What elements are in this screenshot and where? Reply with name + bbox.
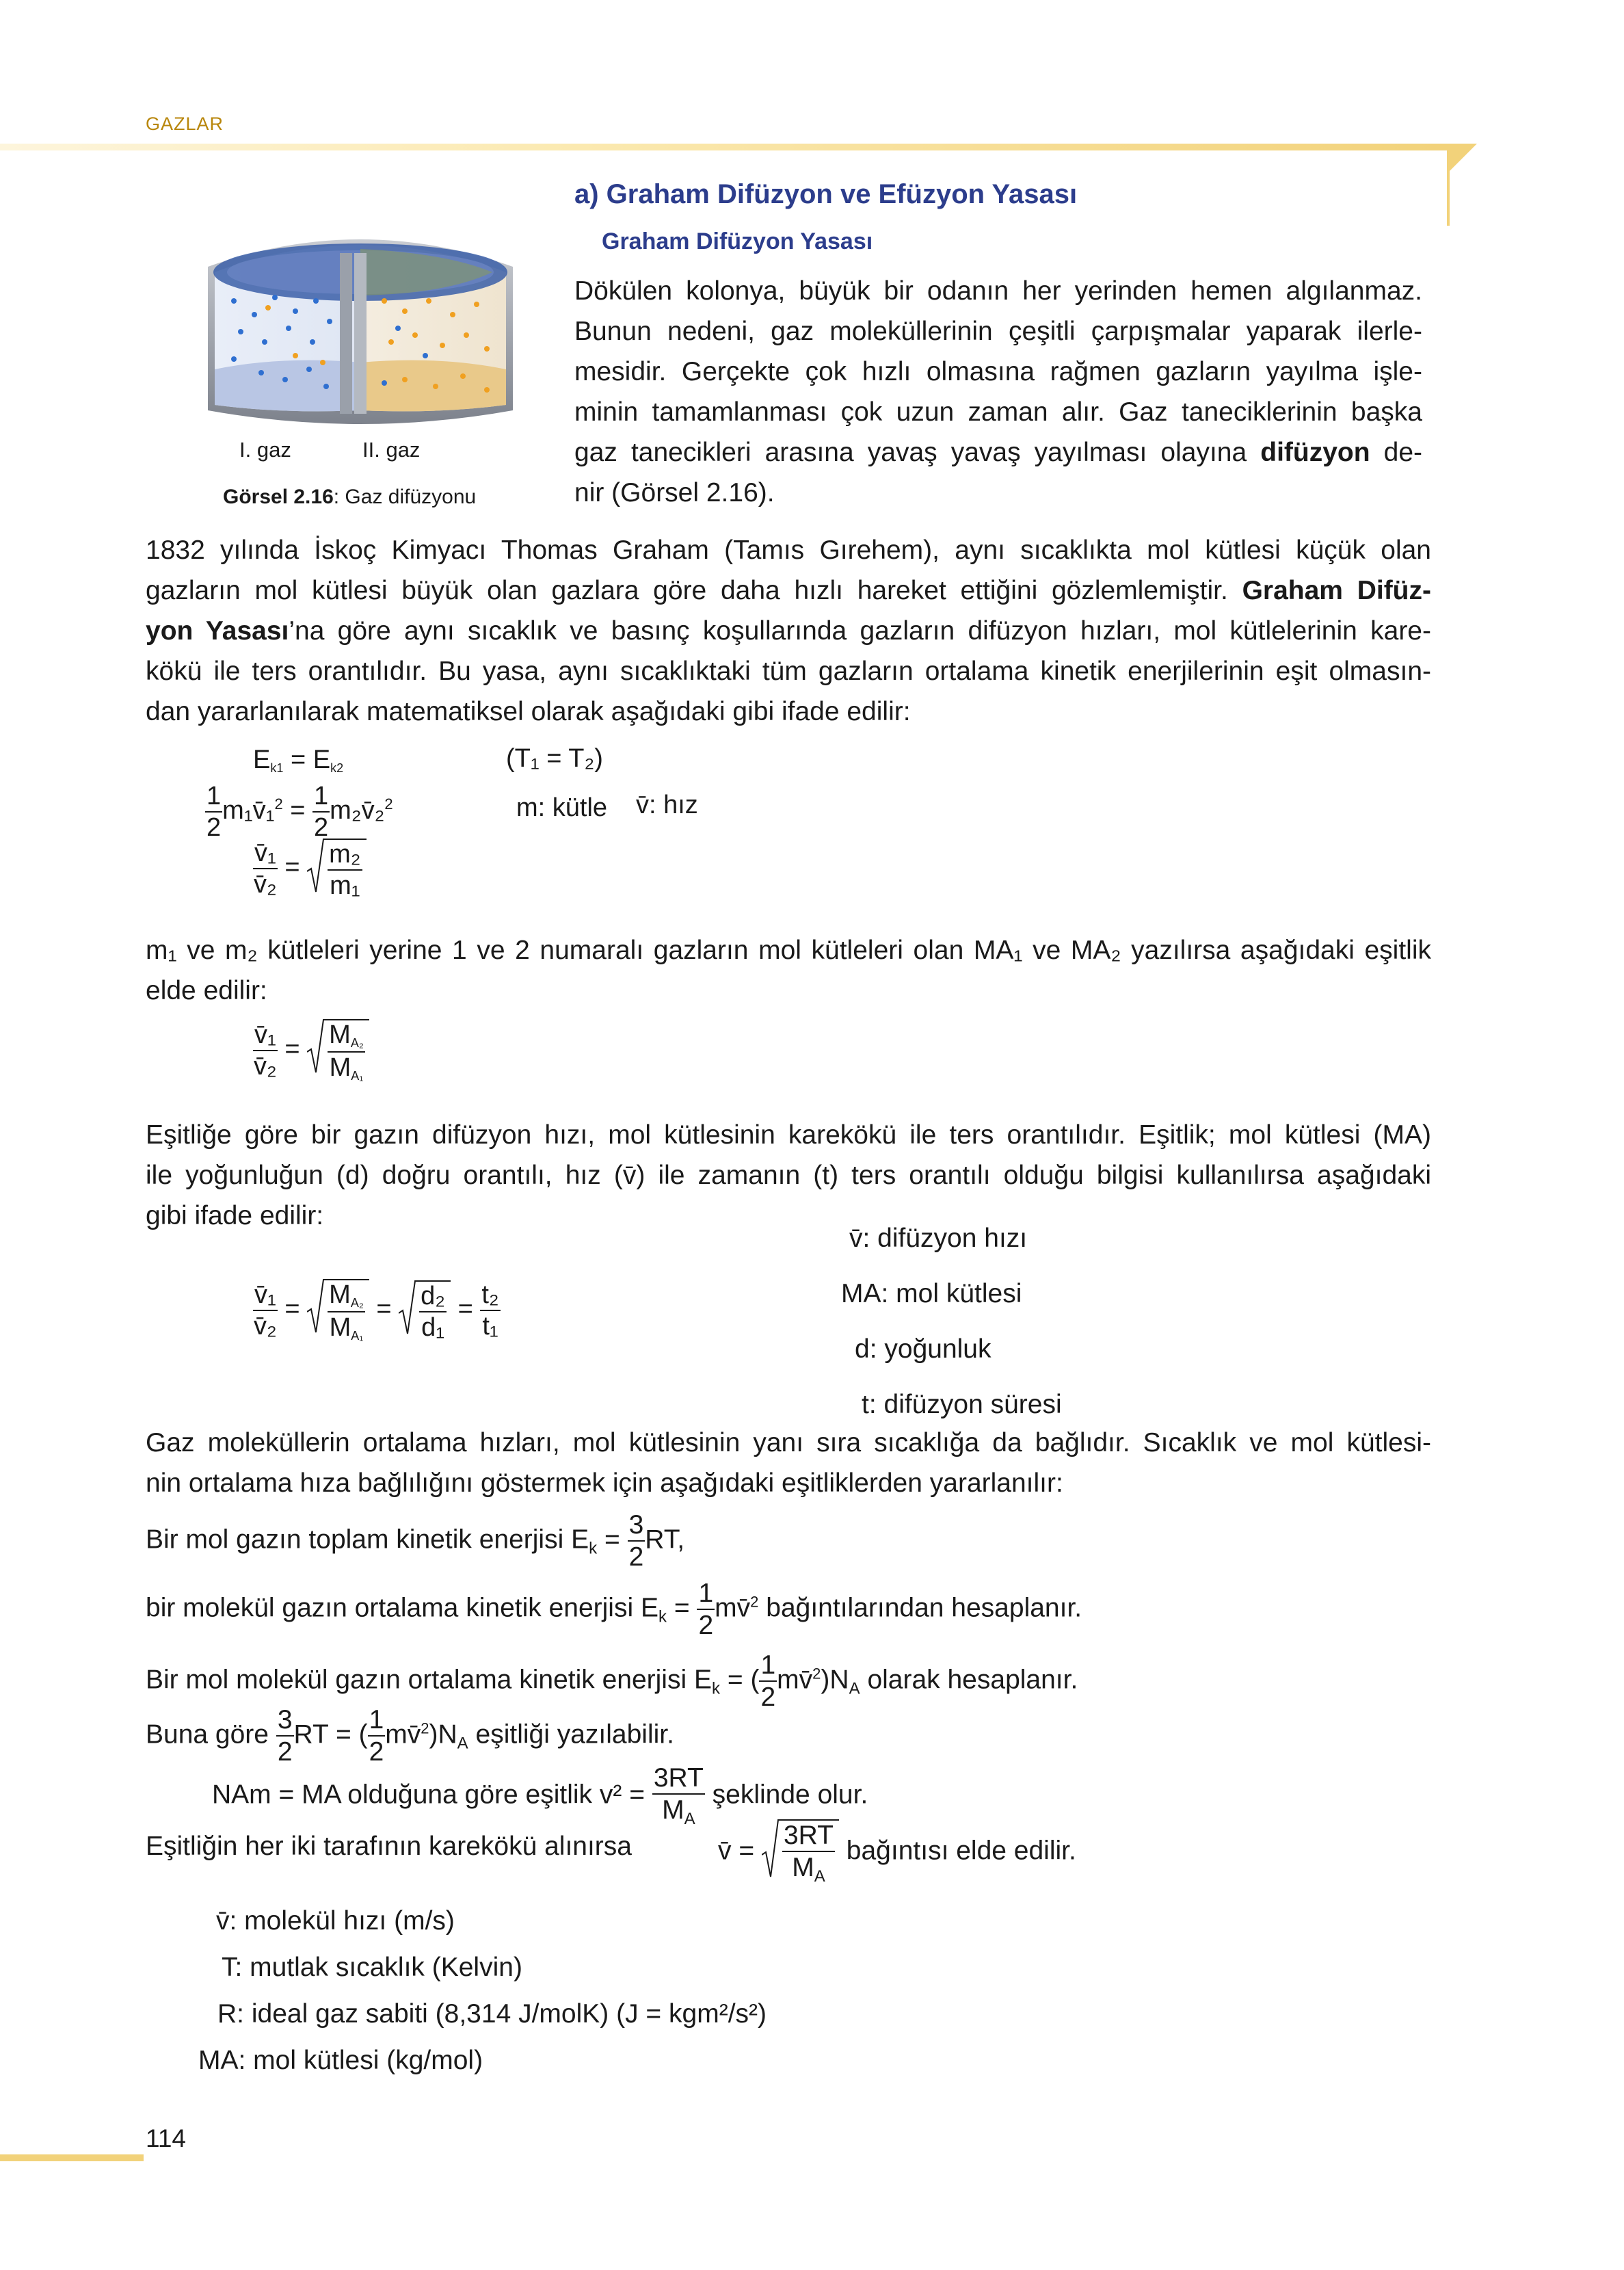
- eq-kinetic-equal: [253, 747, 343, 774]
- sym-eq: =: [629, 1780, 645, 1810]
- mass-line-2: elde edilir:: [146, 976, 267, 1005]
- sym-RT: RT: [293, 1719, 329, 1750]
- sub-A: A: [849, 1679, 860, 1698]
- num: 1: [205, 783, 222, 813]
- legend-row: [841, 1266, 1062, 1321]
- legend-sym: R: [217, 1999, 237, 2029]
- den: 2: [314, 813, 329, 842]
- intro-line-6: nir (Görsel 2.16).: [574, 478, 775, 507]
- eq-ratio-masses: [253, 839, 367, 899]
- gas-diffusion-figure: [200, 226, 521, 431]
- figure-caption: [223, 486, 476, 509]
- den: 2: [207, 813, 222, 842]
- sym-eq: =: [604, 1525, 620, 1555]
- kin-line-6-eq: [718, 1819, 1076, 1885]
- den: v̄₂: [254, 870, 277, 899]
- sym-eq: =: [284, 1295, 300, 1324]
- graham-line-2-text: gazların mol kütlesi büyük olan gazlara göre daha hızlı hareket ettiğini gözlemlemiştir.: [146, 576, 1242, 605]
- sym-mv: mv̄: [715, 1593, 751, 1623]
- sub-k: k: [589, 1539, 598, 1558]
- legend-row: [198, 2037, 767, 2084]
- graham-line-4: kökü ile ters orantılıdır. Bu yasa, aynı sıcaklıktaki tüm gazların ortalama kinetik enerjilerinin eşit olmasın-: [146, 657, 1431, 686]
- sub-A1: A₁: [351, 1069, 364, 1083]
- kin-line-5: [212, 1765, 868, 1827]
- kin-text: NAm = MA olduğuna göre eşitlik v²: [212, 1780, 622, 1810]
- intro-line-5: [574, 432, 1422, 473]
- term-difuzyon: difüzyon: [1260, 438, 1370, 467]
- sym-eq: =: [284, 1035, 300, 1064]
- kin-text: Bir mol gazın toplam kinetik enerjisi E: [146, 1525, 589, 1555]
- den: t₁: [482, 1312, 498, 1341]
- sym-M: M: [329, 1313, 351, 1342]
- sqrt: [399, 1280, 451, 1341]
- num: v̄₁: [253, 840, 278, 869]
- kin-text: eşitliği yazılabilir.: [475, 1719, 674, 1750]
- frac-t2-t1: [480, 1282, 500, 1339]
- sym-eq: =: [738, 1836, 755, 1866]
- den: m₁: [330, 871, 360, 900]
- sym-eq: =: [376, 1295, 392, 1324]
- sym-eq: =: [290, 745, 306, 774]
- num: t₂: [480, 1282, 500, 1311]
- frac-v1-v2: [253, 1282, 278, 1339]
- sym-v2: v̄₂: [361, 796, 385, 826]
- intro-line-1: Dökülen kolonya, büyük bir odanın her yerinden hemen algılanmaz.: [574, 276, 1422, 306]
- den: 2: [628, 1542, 644, 1572]
- legend-text: : mol kütlesi: [881, 1279, 1022, 1308]
- sub-A: A: [814, 1867, 825, 1886]
- density-line-1: Eşitliğe göre bir gazın difüzyon hızı, mol kütlesinin karekökü ile ters orantılıdır. Eşitlik; mol kütlesi (MA): [146, 1120, 1431, 1150]
- kin-line-4: Buna göre $\frac{3}{2}$ RT = ( $\frac{1}{2}$ $mv̄^2)N_A$ eşitliği yazılabilir.: [146, 1705, 674, 1767]
- frac-half: [759, 1652, 777, 1711]
- figure-label-gas-2: II. gaz: [362, 438, 421, 462]
- eq-ratio-full: [253, 1279, 501, 1342]
- sym-v1: v̄₁: [252, 796, 275, 826]
- legend-text: : molekül hızı (m/s): [229, 1906, 455, 1936]
- frac-MA2-MA1: [328, 1282, 365, 1342]
- intro-line-3: mesidir. Gerçekte çok hızlı olmasına rağmen gazların yayılma işle-: [574, 357, 1422, 386]
- num: 3: [276, 1706, 294, 1737]
- term-graham-1: Graham Difüz-: [1242, 576, 1431, 605]
- sub-k: k: [658, 1607, 667, 1626]
- mass-paragraph: [146, 930, 1431, 1011]
- section-subtitle: Graham Difüzyon Yasası: [602, 228, 873, 254]
- legend-row: [198, 1991, 767, 2037]
- num: 3RT: [782, 1822, 835, 1852]
- intro-line-4: minin tamamlanması çok uzun zaman alır. Gaz taneciklerinin başka: [574, 397, 1422, 427]
- legend-text: : difüzyon süresi: [868, 1390, 1062, 1419]
- mass-line-1: m₁ ve m₂ kütleleri yerine 1 ve 2 numaralı gazların mol kütleleri olan MA₁ ve MA₂ yazılırsa aşağıdaki eşitlik: [146, 936, 1431, 965]
- frac-m2-m1: [328, 841, 362, 899]
- num: 3: [628, 1512, 645, 1542]
- legend-sym: v̄: [216, 1906, 230, 1936]
- sqrt: [307, 1019, 369, 1082]
- kin-line-3: Bir mol molekül gazın ortalama kinetik enerjisi $E_k$ = ( $\frac{1}{2}$ $mv̄^2)N_A$ olarak hesaplanır.: [146, 1650, 1078, 1712]
- sub-A: A: [457, 1734, 468, 1753]
- frac-3RT-MA: [782, 1822, 835, 1885]
- kin-text: bir molekül gazın ortalama kinetik enerjisi E: [146, 1593, 658, 1623]
- frac-3-2: [628, 1512, 645, 1570]
- den: 2: [698, 1611, 714, 1640]
- sub-A2: A₂: [350, 1036, 364, 1050]
- sub-k: k: [712, 1679, 720, 1698]
- graham-line-1: 1832 yılında İskoç Kimyacı Thomas Graham (Tamıs Gırehem), aynı sıcaklıkta mol kütlesi küçük olan: [146, 536, 1431, 565]
- legend-text: : difüzyon hızı: [862, 1224, 1028, 1253]
- section-title: a) Graham Difüzyon ve Efüzyon Yasası: [574, 179, 1078, 209]
- intro-line-2: Bunun nedeni, gaz moleküllerinin çeşitli çarpışmalar yaparak ilerle-: [574, 317, 1422, 346]
- legend-sym: T: [222, 1953, 235, 1982]
- temperature-paragraph: [146, 1423, 1431, 1503]
- figure-caption-number: Görsel 2.16: [223, 486, 334, 508]
- frac-3RT-MA: [652, 1765, 705, 1827]
- sym-E: E: [312, 745, 331, 774]
- legend-diffusion: [841, 1211, 1062, 1432]
- kin-text: Bir mol molekül gazın ortalama kinetik enerjisi E: [146, 1665, 712, 1695]
- kin-text: Buna göre: [146, 1719, 269, 1750]
- intro-line-5-end: de-: [1370, 438, 1422, 467]
- sym-M: M: [329, 1020, 351, 1049]
- legend-sym: v̄: [849, 1224, 863, 1253]
- num: v̄₁: [253, 1282, 278, 1311]
- legend-text: : mutlak sıcaklık (Kelvin): [235, 1953, 522, 1982]
- den: v̄₂: [254, 1312, 277, 1341]
- legend-sym: MA: [841, 1279, 881, 1308]
- header-rule: [0, 144, 1450, 150]
- sym-eq: =: [457, 1295, 473, 1324]
- temp-line-1: Gaz moleküllerin ortalama hızları, mol kütlesinin yanı sıra sıcaklığa da bağlıdır. Sıcaklık ve mol kütlesi-: [146, 1428, 1431, 1457]
- frac-MA2-MA1: [328, 1022, 365, 1082]
- sym-m2: m₂: [330, 796, 362, 826]
- kin-text: olarak hesaplanır.: [867, 1665, 1078, 1695]
- eq-half-mv2: $\frac{1}{2}$ m₁v̄₁$^2$ = $\frac{1}{2}$ m₂v̄₂$^2$: [207, 782, 393, 842]
- sym-v: v̄: [718, 1836, 732, 1866]
- legend-row: [198, 1944, 767, 1991]
- density-line-2: ile yoğunluğun (d) doğru orantılı, hız (v̄) ile zamanın (t) ters orantılı olduğu bilgisi kullanılırsa aşağıdaki: [146, 1161, 1431, 1190]
- sqrt: [307, 1279, 369, 1342]
- sym-E: E: [253, 745, 271, 774]
- kin-line-2: bir molekül gazın ortalama kinetik enerjisi $E_k$ = $\frac{1}{2}$ mv̄$^2$ bağıntılarından hesaplanır.: [146, 1579, 1082, 1640]
- density-paragraph: [146, 1115, 1431, 1236]
- graham-line-3: [146, 611, 1431, 651]
- sqrt: [762, 1819, 839, 1885]
- kin-line-6-text: Eşitliğin her iki tarafının karekökü alınırsa: [146, 1832, 632, 1861]
- legend-text: : mol kütlesi (kg/mol): [238, 2046, 483, 2075]
- graham-line-2: [146, 570, 1431, 611]
- eq-ratio-molar: [253, 1019, 369, 1082]
- page-number: 114: [146, 2124, 186, 2152]
- sym-m1: m₁: [222, 796, 253, 826]
- kin-text: bağıntılarından hesaplanır.: [766, 1593, 1082, 1623]
- sub-k1: k1: [270, 761, 284, 775]
- num: m₂: [328, 841, 362, 871]
- frac-3-2: [276, 1706, 294, 1765]
- den: v̄₂: [254, 1052, 277, 1081]
- density-line-3: gibi ifade edilir:: [146, 1201, 324, 1230]
- sym-M: M: [329, 1280, 351, 1309]
- sym-eq: =: [290, 796, 306, 826]
- graham-paragraph: [146, 530, 1431, 732]
- legend-text: : yoğunluk: [869, 1334, 991, 1364]
- figure-caption-text: : Gaz difüzyonu: [333, 486, 477, 508]
- num: v̄₁: [253, 1022, 278, 1051]
- kin-text: bağıntısı elde edilir.: [846, 1836, 1076, 1866]
- legend-row: [841, 1211, 1062, 1266]
- frac-half: [312, 783, 330, 841]
- legend-row: [198, 1898, 767, 1944]
- sym-M: M: [329, 1053, 351, 1082]
- intro-paragraph: [574, 271, 1422, 513]
- running-title: GAZLAR: [146, 114, 224, 134]
- term-graham-2: yon Yasası: [146, 616, 289, 646]
- graham-line-5: dan yararlanılarak matematiksel olarak aşağıdaki gibi ifade edilir:: [146, 697, 911, 726]
- frac-d2-d1: [419, 1283, 447, 1341]
- den: 2: [760, 1682, 776, 1712]
- num: d₂: [419, 1283, 447, 1312]
- frac-v1-v2: [253, 840, 278, 897]
- eq-temp-condition: (T₁ = T₂): [506, 744, 603, 773]
- den: 2: [277, 1737, 293, 1767]
- def-speed: v̄: hız: [636, 791, 698, 819]
- sym-eq: =: [727, 1665, 743, 1695]
- frac-v1-v2: [253, 1022, 278, 1079]
- frac-half: [205, 783, 222, 841]
- frac-half: [368, 1706, 386, 1765]
- sqrt: [307, 839, 366, 899]
- def-mass: m: kütle: [516, 793, 608, 822]
- legend-speed: [198, 1898, 767, 2084]
- sym-eq: =: [335, 1719, 351, 1750]
- sub-A1: A₁: [351, 1329, 364, 1343]
- num: 1: [368, 1706, 386, 1737]
- figure-label-gas-1: I. gaz: [239, 438, 291, 462]
- sym-M: M: [662, 1795, 684, 1825]
- graham-line-3-text: ’na göre aynı sıcaklık ve basınç koşullarında gazların difüzyon hızları, mol kütlelerinin kare-: [289, 616, 1431, 646]
- legend-sym: d: [855, 1334, 870, 1364]
- num: 3RT: [652, 1765, 705, 1795]
- sub-A: A: [684, 1810, 695, 1828]
- den: d₁: [421, 1313, 445, 1342]
- den: 2: [369, 1737, 384, 1767]
- legend-sym: t: [862, 1390, 869, 1419]
- sym-M: M: [792, 1853, 814, 1882]
- frac-half: [697, 1580, 715, 1639]
- kin-text: şeklinde olur.: [712, 1780, 868, 1810]
- sym-eq: =: [284, 853, 300, 882]
- sub-A2: A₂: [350, 1296, 364, 1310]
- kin-line-1: [146, 1512, 684, 1570]
- num: 1: [312, 783, 330, 813]
- sym-mv: mv̄: [777, 1665, 813, 1695]
- num: 1: [759, 1652, 777, 1682]
- intro-line-5-text: gaz tanecikleri arasına yavaş yavaş yayılması olayına: [574, 438, 1261, 467]
- sym-mv: mv̄: [385, 1719, 421, 1750]
- header-corner: [1436, 144, 1477, 226]
- kin-text: RT,: [645, 1525, 685, 1555]
- sym-eq: =: [674, 1593, 690, 1623]
- legend-row: [841, 1321, 1062, 1377]
- legend-sym: MA: [198, 2046, 239, 2075]
- footer-rule: [0, 2154, 144, 2161]
- legend-text: : ideal gaz sabiti (8,314 J/molK) (J = kgm²/s²): [237, 1999, 767, 2029]
- num: 1: [697, 1580, 715, 1610]
- sub-k2: k2: [330, 761, 344, 775]
- temp-line-2: nin ortalama hıza bağlılığını göstermek için aşağıdaki eşitliklerden yararlanılır:: [146, 1468, 1063, 1498]
